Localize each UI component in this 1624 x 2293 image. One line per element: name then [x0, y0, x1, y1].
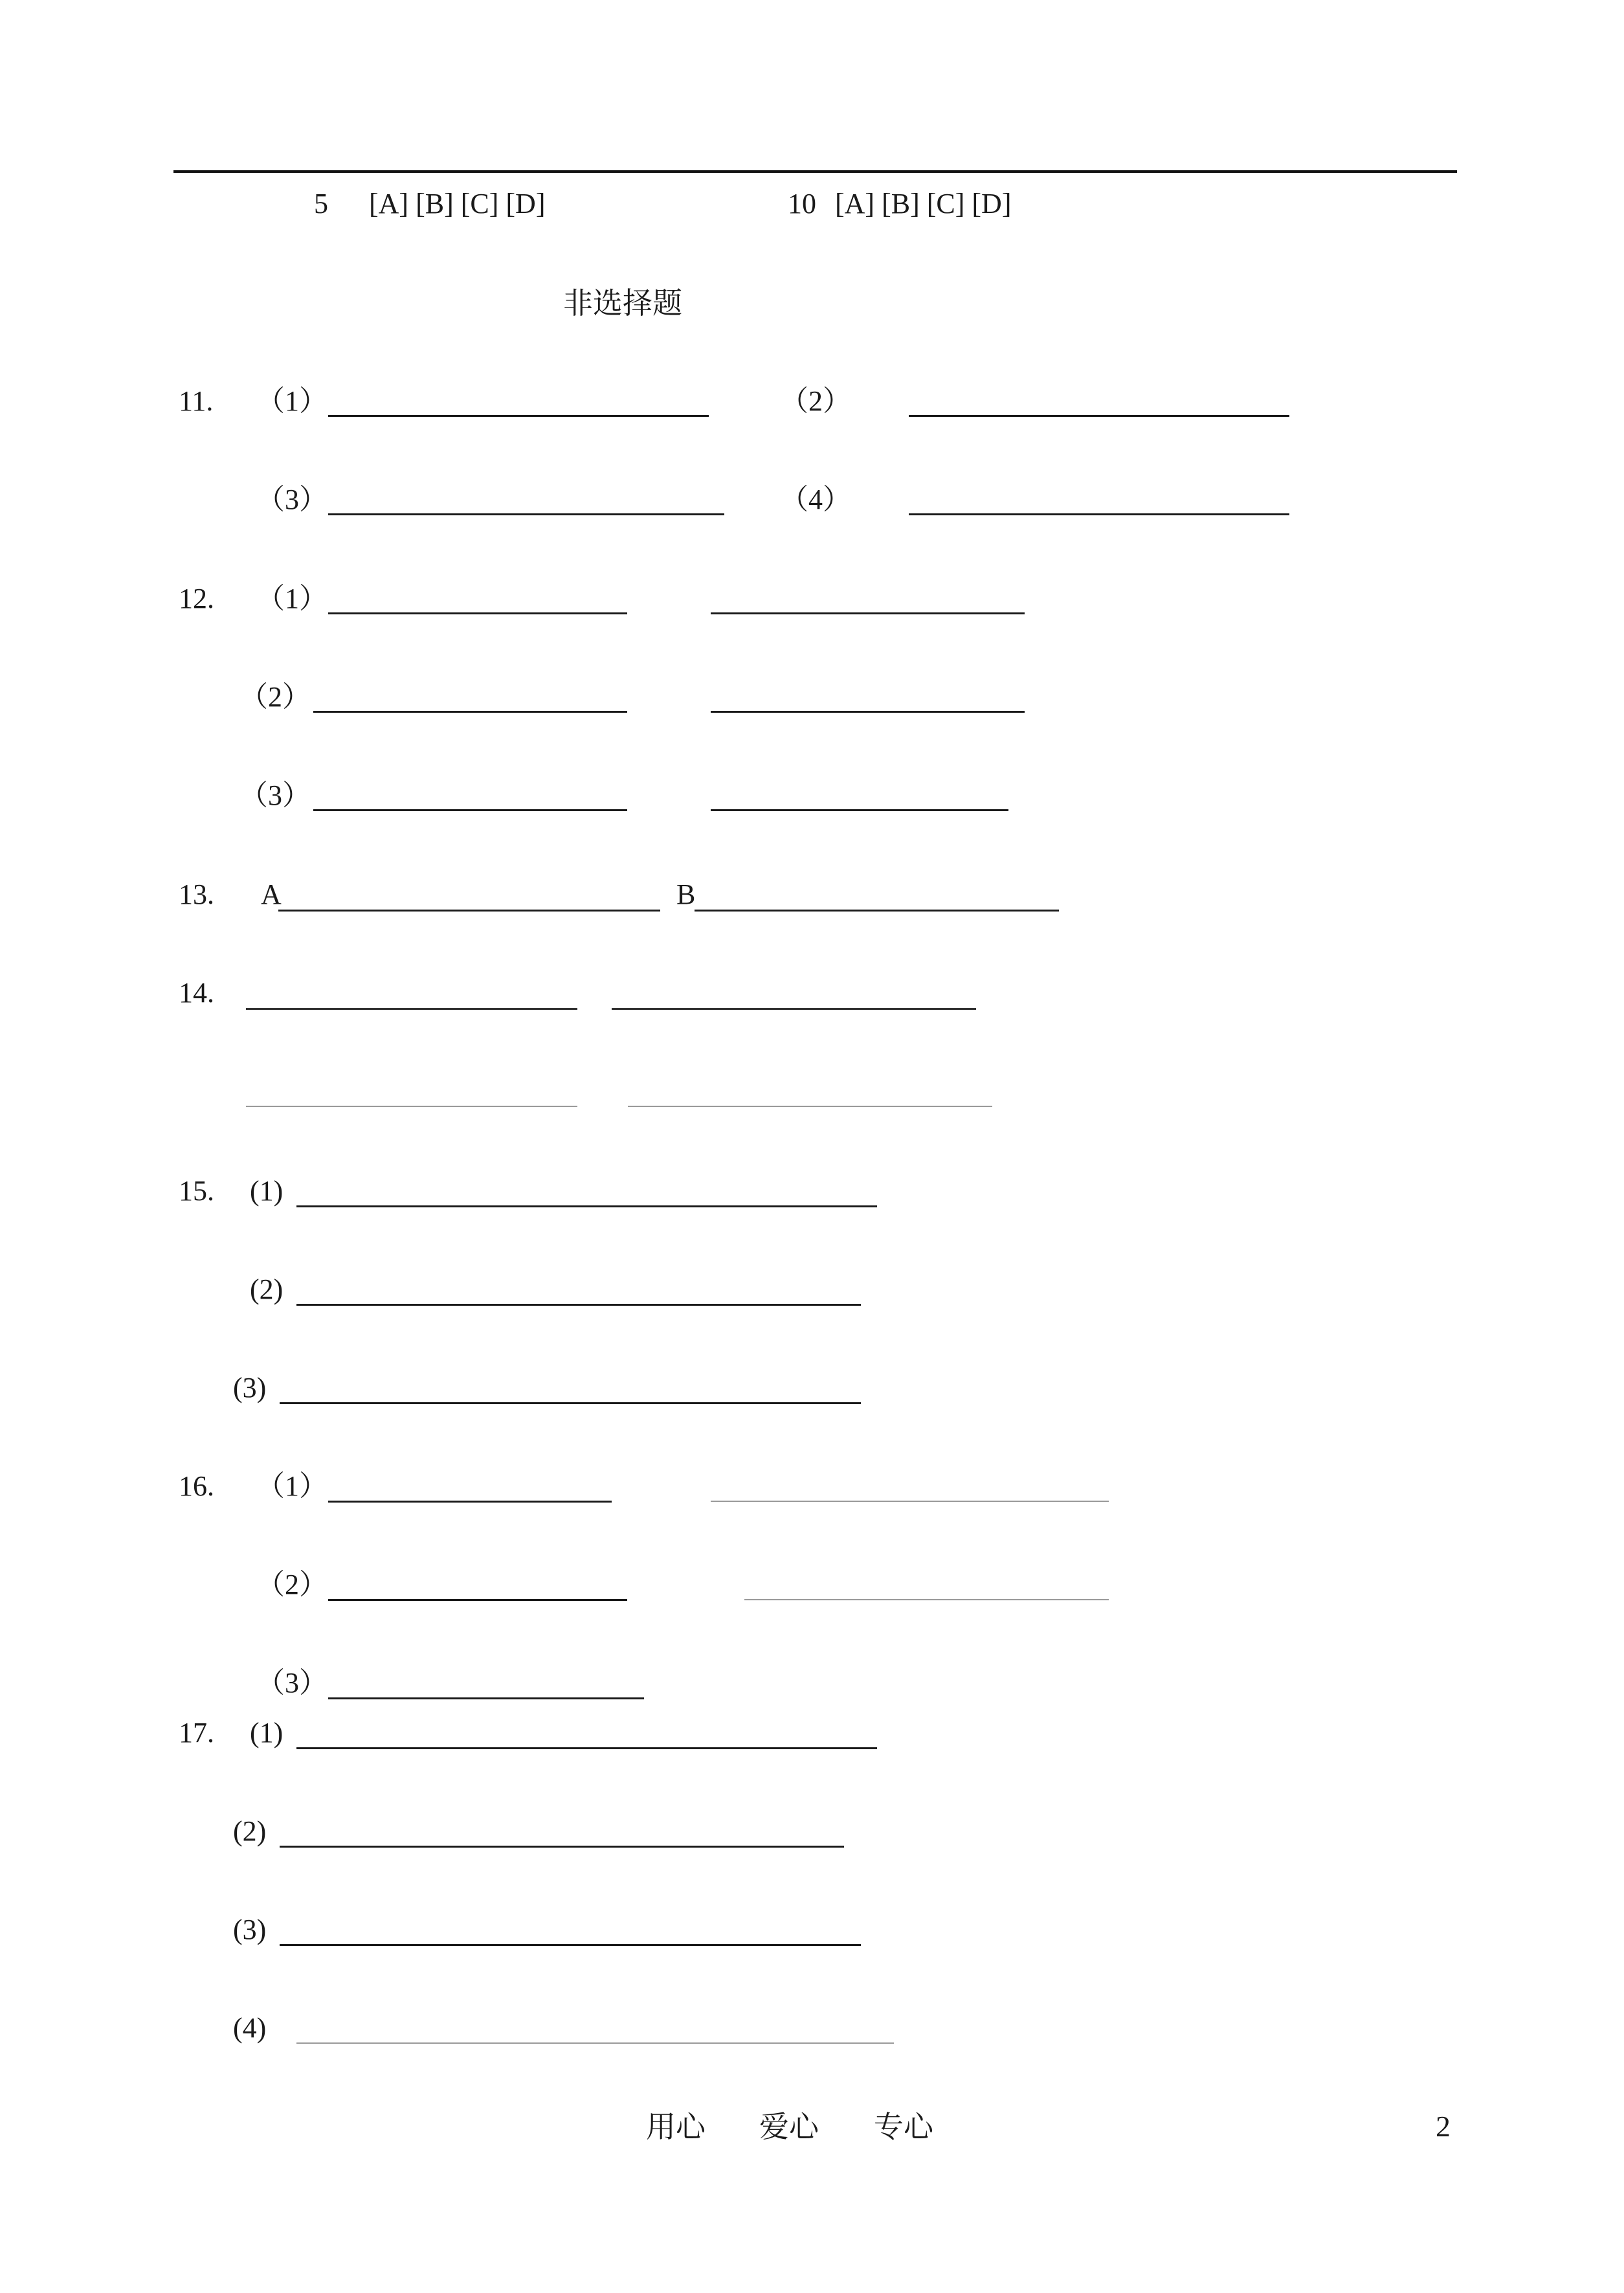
q17-part4-label: (4): [233, 2012, 267, 2044]
q17-number: 17.: [179, 1717, 214, 1749]
q13-b-blank[interactable]: [695, 910, 1059, 912]
q11-part1-blank[interactable]: [328, 415, 709, 417]
q17-part1-blank[interactable]: [296, 1747, 877, 1749]
footer-slogan-2: 爱心: [759, 2109, 819, 2144]
footer-slogan-3: 专心: [874, 2109, 933, 2144]
q15-number: 15.: [179, 1175, 214, 1207]
q12-part1-label: （1）: [256, 583, 328, 614]
q17-part4-blank[interactable]: [296, 2042, 894, 2044]
footer-slogan-1: 用心: [646, 2109, 706, 2144]
q15-part1-blank[interactable]: [296, 1205, 877, 1207]
q14-blank-2[interactable]: [612, 1008, 976, 1010]
q11-number: 11.: [179, 385, 214, 417]
q17-part3-label: (3): [233, 1914, 267, 1945]
q12-part1-blank-a[interactable]: [328, 612, 627, 614]
q14-blank-4[interactable]: [628, 1106, 992, 1107]
q15-part2-label: (2): [250, 1273, 284, 1305]
q14-number: 14.: [179, 977, 214, 1009]
q16-part2-label: （2）: [256, 1569, 328, 1600]
q13-a-label: A: [261, 878, 282, 910]
q12-part3-label: （3）: [239, 779, 311, 811]
q17-part3-blank[interactable]: [280, 1944, 861, 1946]
section-title: 非选择题: [563, 285, 682, 320]
mc-number-5: 5: [314, 188, 328, 219]
q11-part4-blank[interactable]: [909, 513, 1289, 515]
mc-options-5[interactable]: [A] [B] [C] [D]: [369, 188, 546, 219]
q12-part2-blank-a[interactable]: [313, 711, 627, 713]
q15-part3-label: (3): [233, 1372, 267, 1404]
q16-part3-label: （3）: [256, 1667, 328, 1699]
q16-part1-blank-b[interactable]: [711, 1501, 1109, 1502]
q16-part1-label: （1）: [256, 1470, 328, 1502]
q12-part2-label: （2）: [239, 681, 311, 713]
q16-part2-blank-a[interactable]: [328, 1599, 627, 1601]
q15-part2-blank[interactable]: [296, 1304, 861, 1306]
q12-part1-blank-b[interactable]: [711, 612, 1025, 614]
q12-part3-blank-b[interactable]: [711, 809, 1008, 811]
q14-blank-1[interactable]: [246, 1008, 577, 1010]
q11-part4-label: （4）: [780, 484, 851, 515]
header-rule: [173, 170, 1457, 173]
q11-part2-blank[interactable]: [909, 415, 1289, 417]
q16-part1-blank-a[interactable]: [328, 1501, 612, 1503]
q13-a-blank[interactable]: [278, 910, 660, 912]
q12-part2-blank-b[interactable]: [711, 711, 1025, 713]
q11-part2-label: （2）: [780, 385, 851, 417]
q12-part3-blank-a[interactable]: [313, 809, 627, 811]
q11-part3-label: （3）: [256, 484, 328, 515]
q16-number: 16.: [179, 1470, 214, 1502]
q17-part1-label: (1): [250, 1717, 284, 1749]
page-number: 2: [1436, 2110, 1451, 2143]
q17-part2-label: (2): [233, 1815, 267, 1847]
q13-number: 13.: [179, 878, 214, 910]
mc-number-10: 10: [788, 188, 816, 219]
q15-part3-blank[interactable]: [280, 1402, 861, 1404]
q16-part3-blank[interactable]: [328, 1697, 644, 1699]
q15-part1-label: (1): [250, 1175, 284, 1207]
q17-part2-blank[interactable]: [280, 1846, 844, 1848]
mc-options-10[interactable]: [A] [B] [C] [D]: [835, 188, 1012, 219]
q13-b-label: B: [676, 878, 696, 910]
q11-part3-blank[interactable]: [328, 513, 724, 515]
q14-blank-3[interactable]: [246, 1106, 577, 1107]
q11-part1-label: （1）: [256, 385, 328, 417]
q12-number: 12.: [179, 583, 214, 614]
q16-part2-blank-b[interactable]: [744, 1599, 1109, 1600]
